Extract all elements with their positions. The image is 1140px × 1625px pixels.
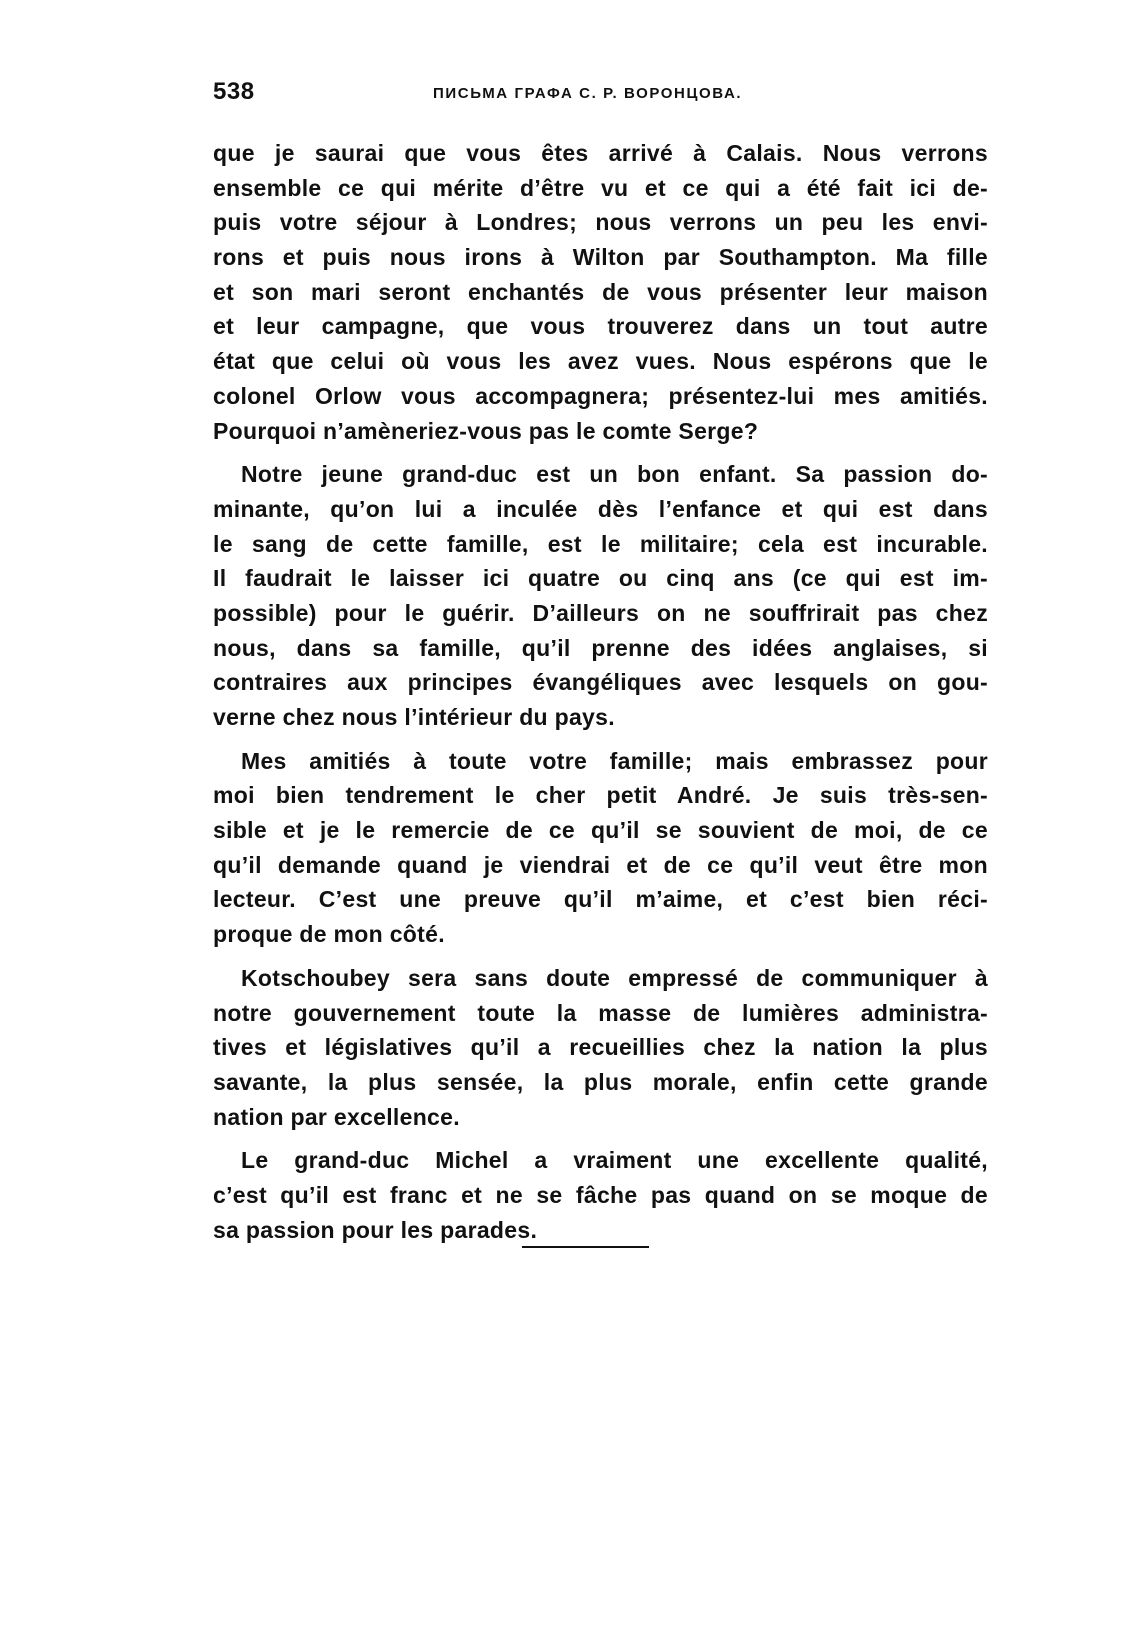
text-line: verne chez nous l’intérieur du pays. <box>213 704 615 730</box>
text-line: le sang de cette famille, est le militaire; cela est incurable. <box>213 530 988 557</box>
text-line: Mes amitiés à toute votre famille; mais embrassez pour <box>241 747 988 774</box>
text-line: sible et je le remercie de ce qu’il se souvient de moi, de ce <box>213 817 988 844</box>
text-line: sa passion pour les parades. <box>213 1216 538 1243</box>
text-line: tives et législatives qu’il a recueillies chez la nation la plus <box>213 1034 988 1061</box>
text-line: ensemble ce qui mérite d’être vu et ce qui a été fait ici de- <box>213 174 988 201</box>
text-line: minante, qu’on lui a inculée dès l’enfance et qui est dans <box>213 495 988 522</box>
text-line: Kotschoubey sera sans doute empressé de communiquer à <box>241 964 988 991</box>
paragraph-gap <box>213 448 988 457</box>
body-text <box>213 136 988 1247</box>
text-line: notre gouvernement toute la masse de lumières administra- <box>213 999 988 1026</box>
paragraph-gap <box>213 735 988 744</box>
text-line: nation par excellence. <box>213 1103 460 1130</box>
text-line: nous, dans sa famille, qu’il prenne des idées anglaises, si <box>213 634 988 661</box>
text-line: que je saurai que vous êtes arrivé à Calais. Nous verrons <box>213 140 988 166</box>
page-number: 538 <box>213 78 255 105</box>
running-head: ПИСЬМА ГРАФА С. Р. ВОРОНЦОВА. <box>433 85 743 102</box>
text-line: Il faudrait le laisser ici quatre ou cinq ans (ce qui est im- <box>213 565 988 592</box>
text-line: puis votre séjour à Londres; nous verrons un peu les envi- <box>213 209 988 236</box>
text-line: rons et puis nous irons à Wilton par Southampton. Ma fille <box>213 244 988 271</box>
text-line: savante, la plus sensée, la plus morale, enfin cette grande <box>213 1068 988 1095</box>
text-line: et leur campagne, que vous trouverez dans un tout autre <box>213 313 988 340</box>
text-line: état que celui où vous les avez vues. Nous espérons que le <box>213 348 988 375</box>
text-line: lecteur. C’est une preuve qu’il m’aime, et c’est bien réci- <box>213 886 988 913</box>
text-line: Le grand-duc Michel a vraiment une excellente qualité, <box>241 1147 988 1174</box>
text-line: qu’il demande quand je viendrai et de ce qu’il veut être mon <box>213 851 988 878</box>
text-line: c’est qu’il est franc et ne se fâche pas quand on se moque de <box>213 1181 988 1208</box>
text-line: proque de mon côté. <box>213 921 445 948</box>
text-line: moi bien tendrement le cher petit André. Je suis très-sen- <box>213 782 988 809</box>
page-header <box>213 78 988 110</box>
text-line: et son mari seront enchantés de vous présenter leur maison <box>213 278 988 305</box>
text-line: Notre jeune grand-duc est un bon enfant. Sa passion do- <box>241 461 988 488</box>
text-line: colonel Orlow vous accompagnera; présentez-lui mes amitiés. <box>213 382 988 409</box>
text-line: possible) pour le guérir. D’ailleurs on ne souffrirait pas chez <box>213 599 988 626</box>
text-line: Pourquoi n’amèneriez-vous pas le comte Serge? <box>213 417 759 444</box>
paragraph-gap <box>213 952 988 961</box>
closing-rule <box>522 1246 649 1248</box>
paragraph-gap <box>213 1134 988 1143</box>
text-line: contraires aux principes évangéliques avec lesquels on gou- <box>213 669 988 696</box>
